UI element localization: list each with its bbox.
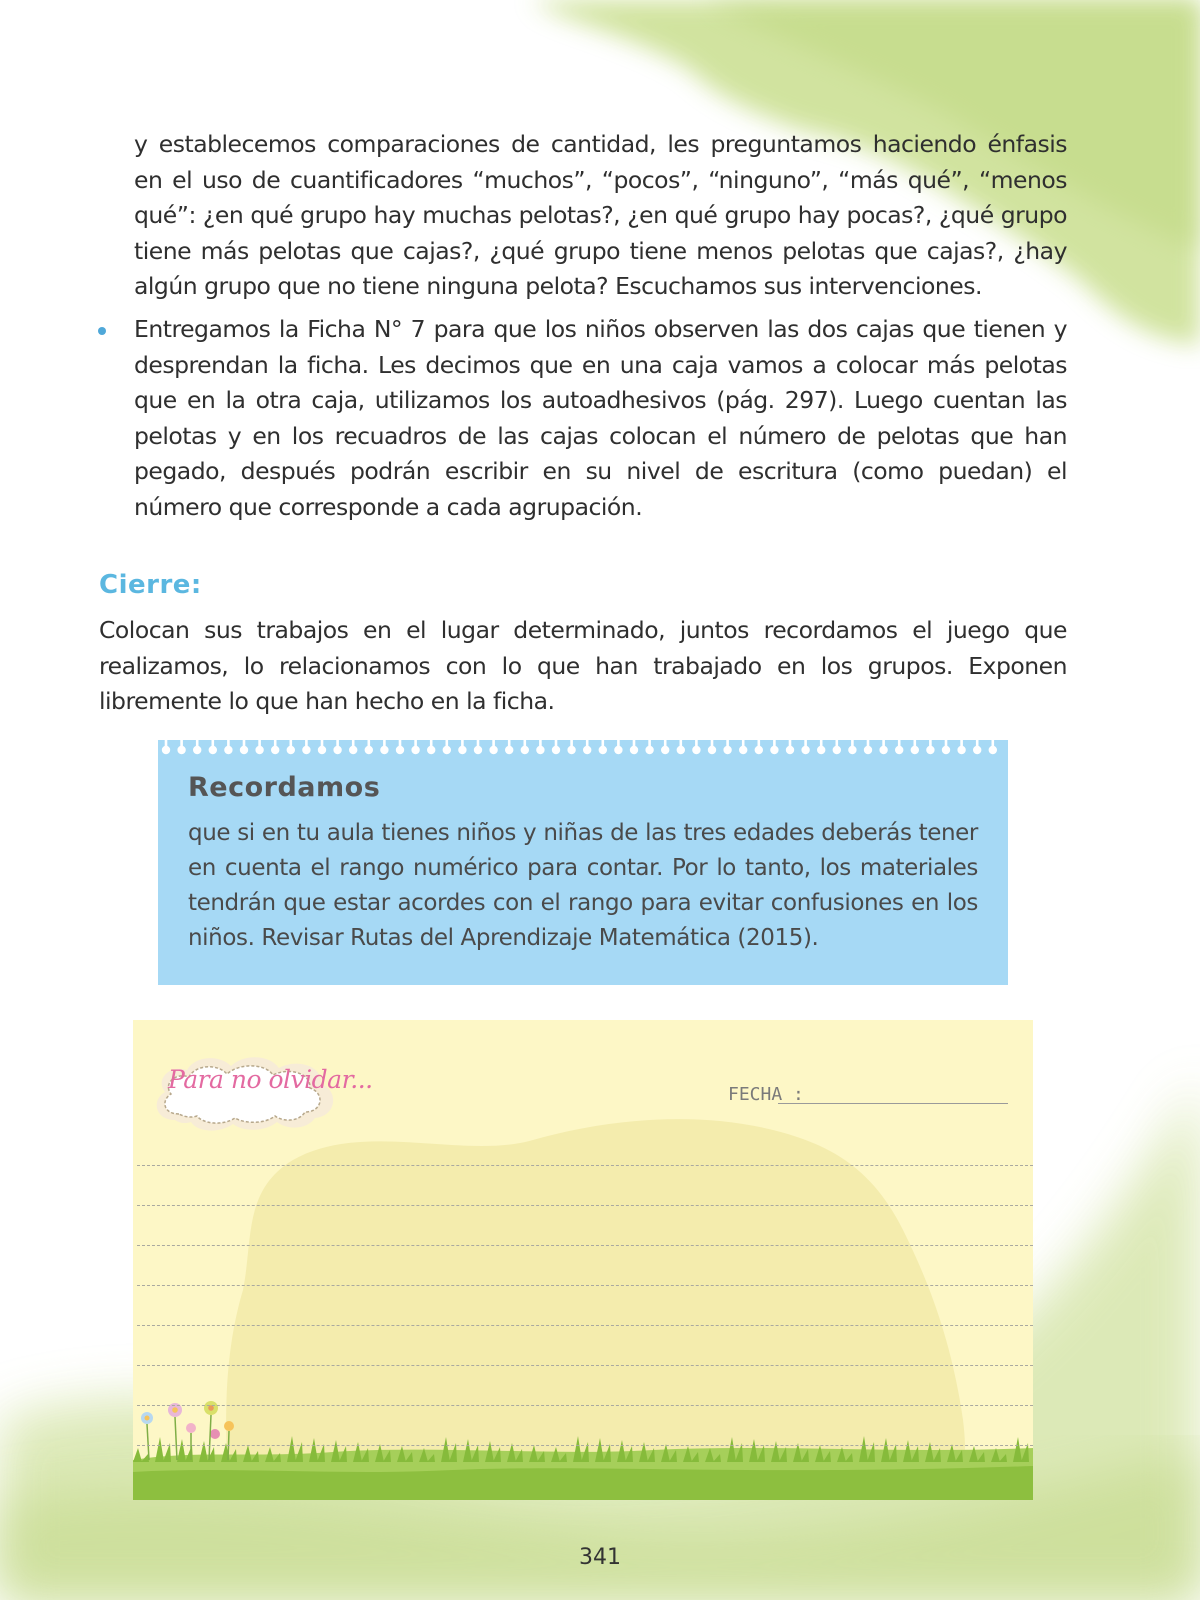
notes-card — [133, 1020, 1033, 1500]
page-number: 341 — [579, 1545, 621, 1570]
bullet-text: Entregamos la Ficha N° 7 para que los niños observen las dos cajas que tienen y desprendan la ficha. Les decimos que en una caja vamos a colocar más pelotas que en la otra caja, utilizamos los autoadhesivos (pág. 297). Luego cuentan las pelotas y en los recuadros de las cajas colocan el número de pelotas que han pegado, después podrán escribir en su nivel de escritura (como puedan) el número que corresponde a cada agrupación. — [134, 315, 1067, 521]
reminder-text: que si en tu aula tienes niños y niñas de las tres edades deberás tener en cuenta el rango numérico para contar. Por lo tanto, los materiales tendrán que estar acordes con el rango para evitar confusiones en los niños. Revisar Rutas del Aprendizaje Matemática (2015). — [188, 820, 978, 951]
writing-line[interactable] — [137, 1445, 1033, 1446]
reminder-title: Recordamos — [188, 772, 381, 803]
writing-line[interactable] — [137, 1325, 1033, 1326]
writing-line[interactable] — [137, 1405, 1033, 1406]
date-label: FECHA : — [728, 1084, 804, 1105]
bullet-marker — [98, 327, 106, 335]
writing-line[interactable] — [137, 1165, 1033, 1166]
reminder-note — [158, 740, 1008, 985]
closing-section-title: Cierre: — [99, 570, 202, 600]
date-field-line[interactable] — [778, 1103, 1008, 1104]
flowers-decoration — [141, 1401, 234, 1460]
cloud-label: Para no olvidar... — [168, 1065, 373, 1094]
writing-line[interactable] — [137, 1365, 1033, 1366]
closing-paragraph: Colocan sus trabajos en el lugar determinado, juntos recordamos el juego que realizamos, lo relacionamos con lo que han trabajado en los grupos. Exponen libremente lo que han hecho en la ficha. — [99, 616, 1067, 715]
spiral-holes-decoration — [158, 740, 1008, 760]
writing-line[interactable] — [137, 1245, 1033, 1246]
writing-line[interactable] — [137, 1285, 1033, 1286]
writing-line[interactable] — [137, 1205, 1033, 1206]
continued-paragraph: y establecemos comparaciones de cantidad, les preguntamos haciendo énfasis en el uso de cuantificadores “muchos”, “pocos”, “ninguno”, “más qué”, “menos qué”: ¿en qué grupo hay muchas pelotas?, ¿en qué grupo hay pocas?, ¿qué grupo tiene más pelotas que cajas?, ¿qué grupo tiene menos pelotas que cajas?, ¿hay algún grupo que no tiene ninguna pelota? Escuchamos sus intervenciones. — [134, 130, 1067, 300]
